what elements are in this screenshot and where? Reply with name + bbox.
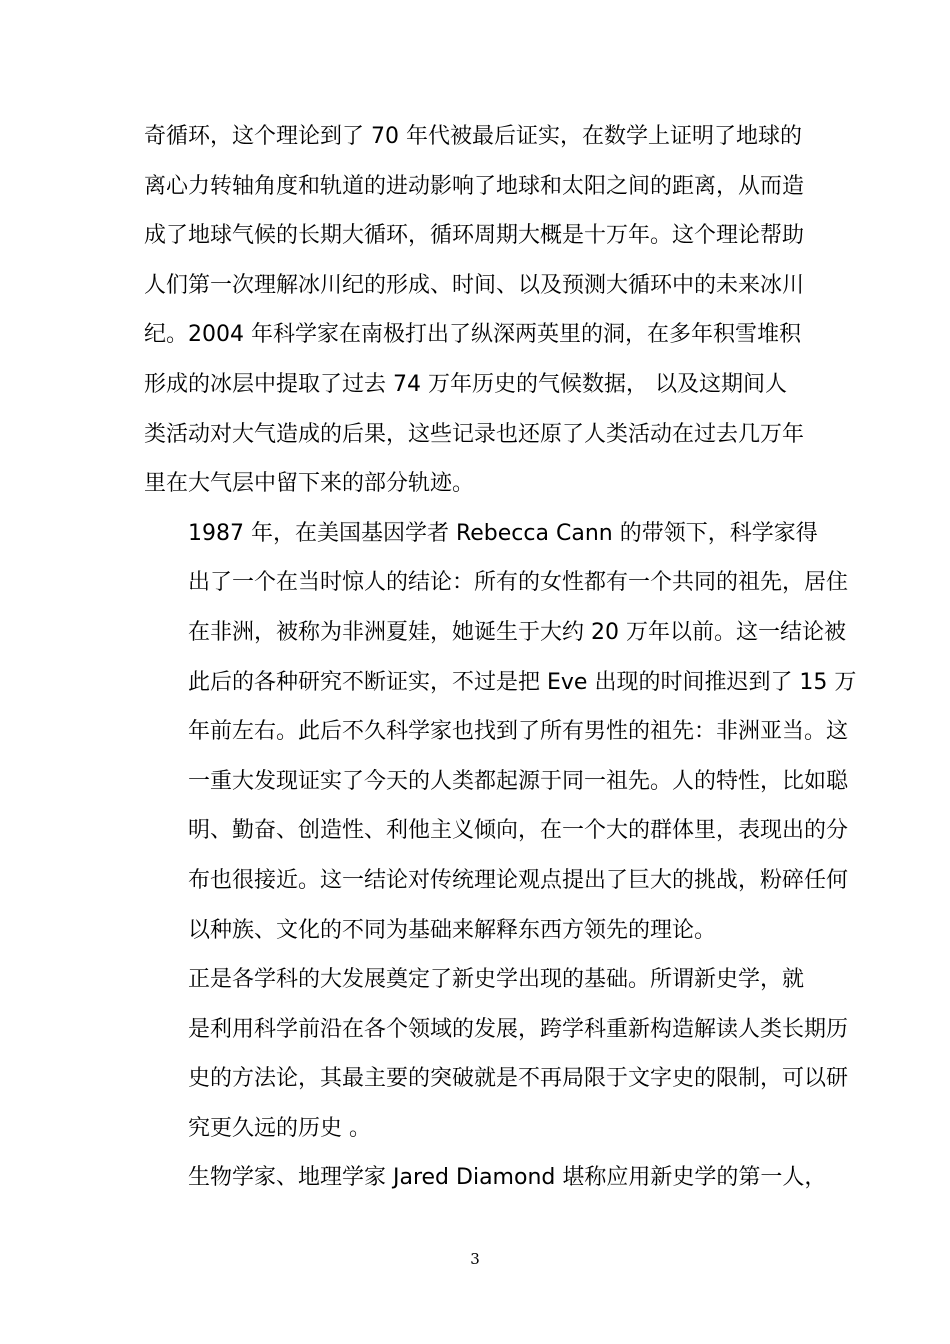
paragraph [144,112,812,509]
body-text [144,112,857,1203]
text-line: 是利用科学前沿在各个领域的发展，跨学科重新构造解读人类长期历 [188,1016,849,1042]
text-line: 史的方法论，其最主要的突破就是不再局限于文字史的限制，可以研 [188,1066,849,1092]
paragraph [144,509,857,955]
text-line: 纪。2004 年科学家在南极打出了纵深两英里的洞，在多年积雪堆积 [144,322,801,348]
text-line: 此后的各种研究不断证实，不过是把 Eve 出现的时间推迟到了 15 万 [188,669,857,695]
text-line: 奇循环，这个理论到了 70 年代被最后证实，在数学上证明了地球的 [144,124,802,149]
text-line: 离心力转轴角度和轨道的进动影响了地球和太阳之间的距离，从而造 [144,173,805,199]
text-line: 正是各学科的大发展奠定了新史学出现的基础。所谓新史学，就 [188,967,805,993]
text-line: 究更久远的历史 。 [188,1115,371,1141]
text-line: 1987 年，在美国基因学者 Rebecca Cann 的带领下，科学家得 [188,520,818,546]
text-line: 生物学家、地理学家 Jared Diamond 堪称应用新史学的第一人， [188,1165,827,1191]
text-line: 形成的冰层中提取了过去 74 万年历史的气候数据， 以及这期间人 [144,371,787,397]
text-line: 里在大气层中留下来的部分轨迹。 [144,471,475,497]
text-line: 明、勤奋、创造性、利他主义倾向，在一个大的群体里，表现出的分 [188,818,849,844]
text-line: 布也很接近。这一结论对传统理论观点提出了巨大的挑战，粉碎任何 [188,867,849,893]
text-line: 年前左右。此后不久科学家也找到了所有男性的祖先：非洲亚当。这 [188,719,849,745]
text-line: 成了地球气候的长期大循环，循环周期大概是十万年。这个理论帮助 [144,223,805,249]
paragraph [144,955,849,1153]
paragraph [144,1153,827,1203]
page-number: 3 [470,1250,480,1268]
text-line: 类活动对大气造成的后果，这些记录也还原了人类活动在过去几万年 [144,421,805,447]
text-line: 在非洲，被称为非洲夏娃，她诞生于大约 20 万年以前。这一结论被 [188,619,846,645]
text-line: 出了一个在当时惊人的结论：所有的女性都有一个共同的祖先，居住 [188,570,849,596]
text-line: 一重大发现证实了今天的人类都起源于同一祖先。人的特性，比如聪 [188,768,849,794]
text-line: 以种族、文化的不同为基础来解释东西方领先的理论。 [188,917,717,943]
text-line: 人们第一次理解冰川纪的形成、时间、以及预测大循环中的未来冰川 [144,272,805,298]
